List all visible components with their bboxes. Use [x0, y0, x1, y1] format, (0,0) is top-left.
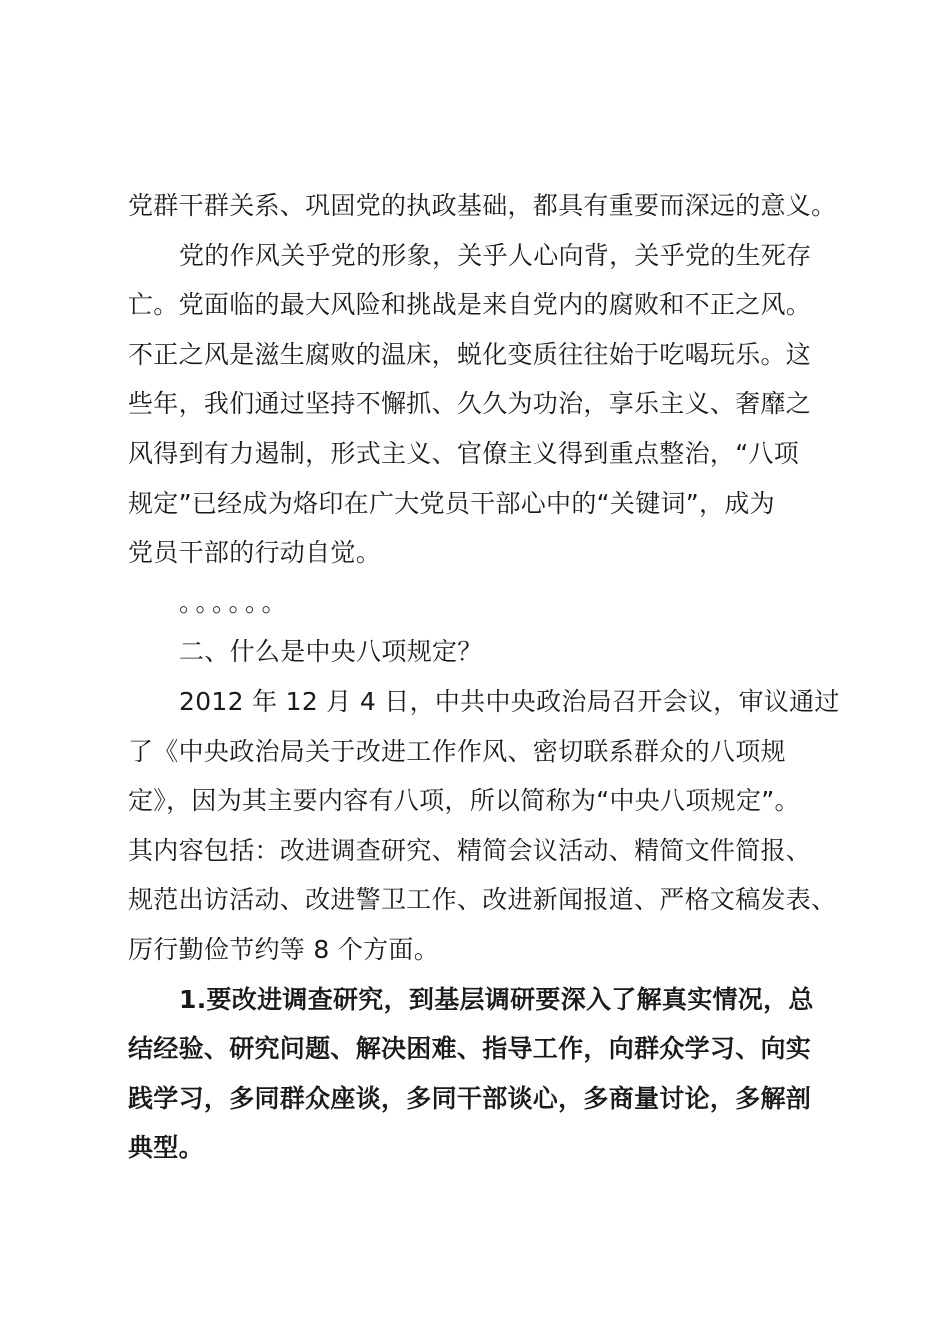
- paragraph-line: 党的作风关乎党的形象，关乎人心向背，关乎党的生死存: [179, 240, 812, 270]
- paragraph-line: 不正之风是滋生腐败的温床，蜕化变质往往始于吃喝玩乐。这: [128, 339, 812, 369]
- paragraph-line: 风得到有力遏制，形式主义、官僚主义得到重点整治，“八项: [128, 438, 800, 468]
- paragraph-line: 2012 年 12 月 4 日，中共中央政治局召开会议，审议通过: [179, 686, 840, 716]
- bold-paragraph-line: 1.要改进调查研究，到基层调研要深入了解真实情况，总: [179, 984, 814, 1014]
- paragraph-line: 规范出访活动、改进警卫工作、改进新闻报道、严格文稿发表、: [128, 885, 837, 915]
- document-body: [128, 181, 840, 1173]
- bold-paragraph-line: 典型。: [128, 1133, 204, 1163]
- paragraph-line: 厉行勤俭节约等 8 个方面。: [128, 934, 440, 964]
- paragraph-line: 党群干群关系、巩固党的执政基础，都具有重要而深远的意义。: [128, 191, 837, 220]
- paragraph-line: 了《中央政治局关于改进工作作风、密切联系群众的八项规: [128, 736, 786, 766]
- paragraph-line: 其内容包括：改进调查研究、精简会议活动、精简文件简报、: [128, 835, 812, 865]
- section-heading: 二、什么是中央八项规定？: [179, 637, 483, 667]
- paragraph-line: 亡。党面临的最大风险和挑战是来自党内的腐败和不正之风。: [128, 290, 812, 320]
- paragraph-line: 党员干部的行动自觉。: [128, 538, 382, 568]
- bold-paragraph-line: 结经验、研究问题、解决困难、指导工作，向群众学习、向实: [128, 1034, 812, 1064]
- ellipsis-marks: 。。。。。。: [179, 587, 291, 617]
- paragraph-line: 规定”已经成为烙印在广大党员干部心中的“关键词”，成为: [128, 488, 775, 518]
- bold-paragraph-line: 践学习，多同群众座谈，多同干部谈心，多商量讨论，多解剖: [128, 1083, 812, 1113]
- paragraph-line: 定》，因为其主要内容有八项，所以简称为“中央八项规定”。: [128, 786, 800, 816]
- paragraph-line: 些年，我们通过坚持不懈抓、久久为功治，享乐主义、奢靡之: [128, 389, 812, 419]
